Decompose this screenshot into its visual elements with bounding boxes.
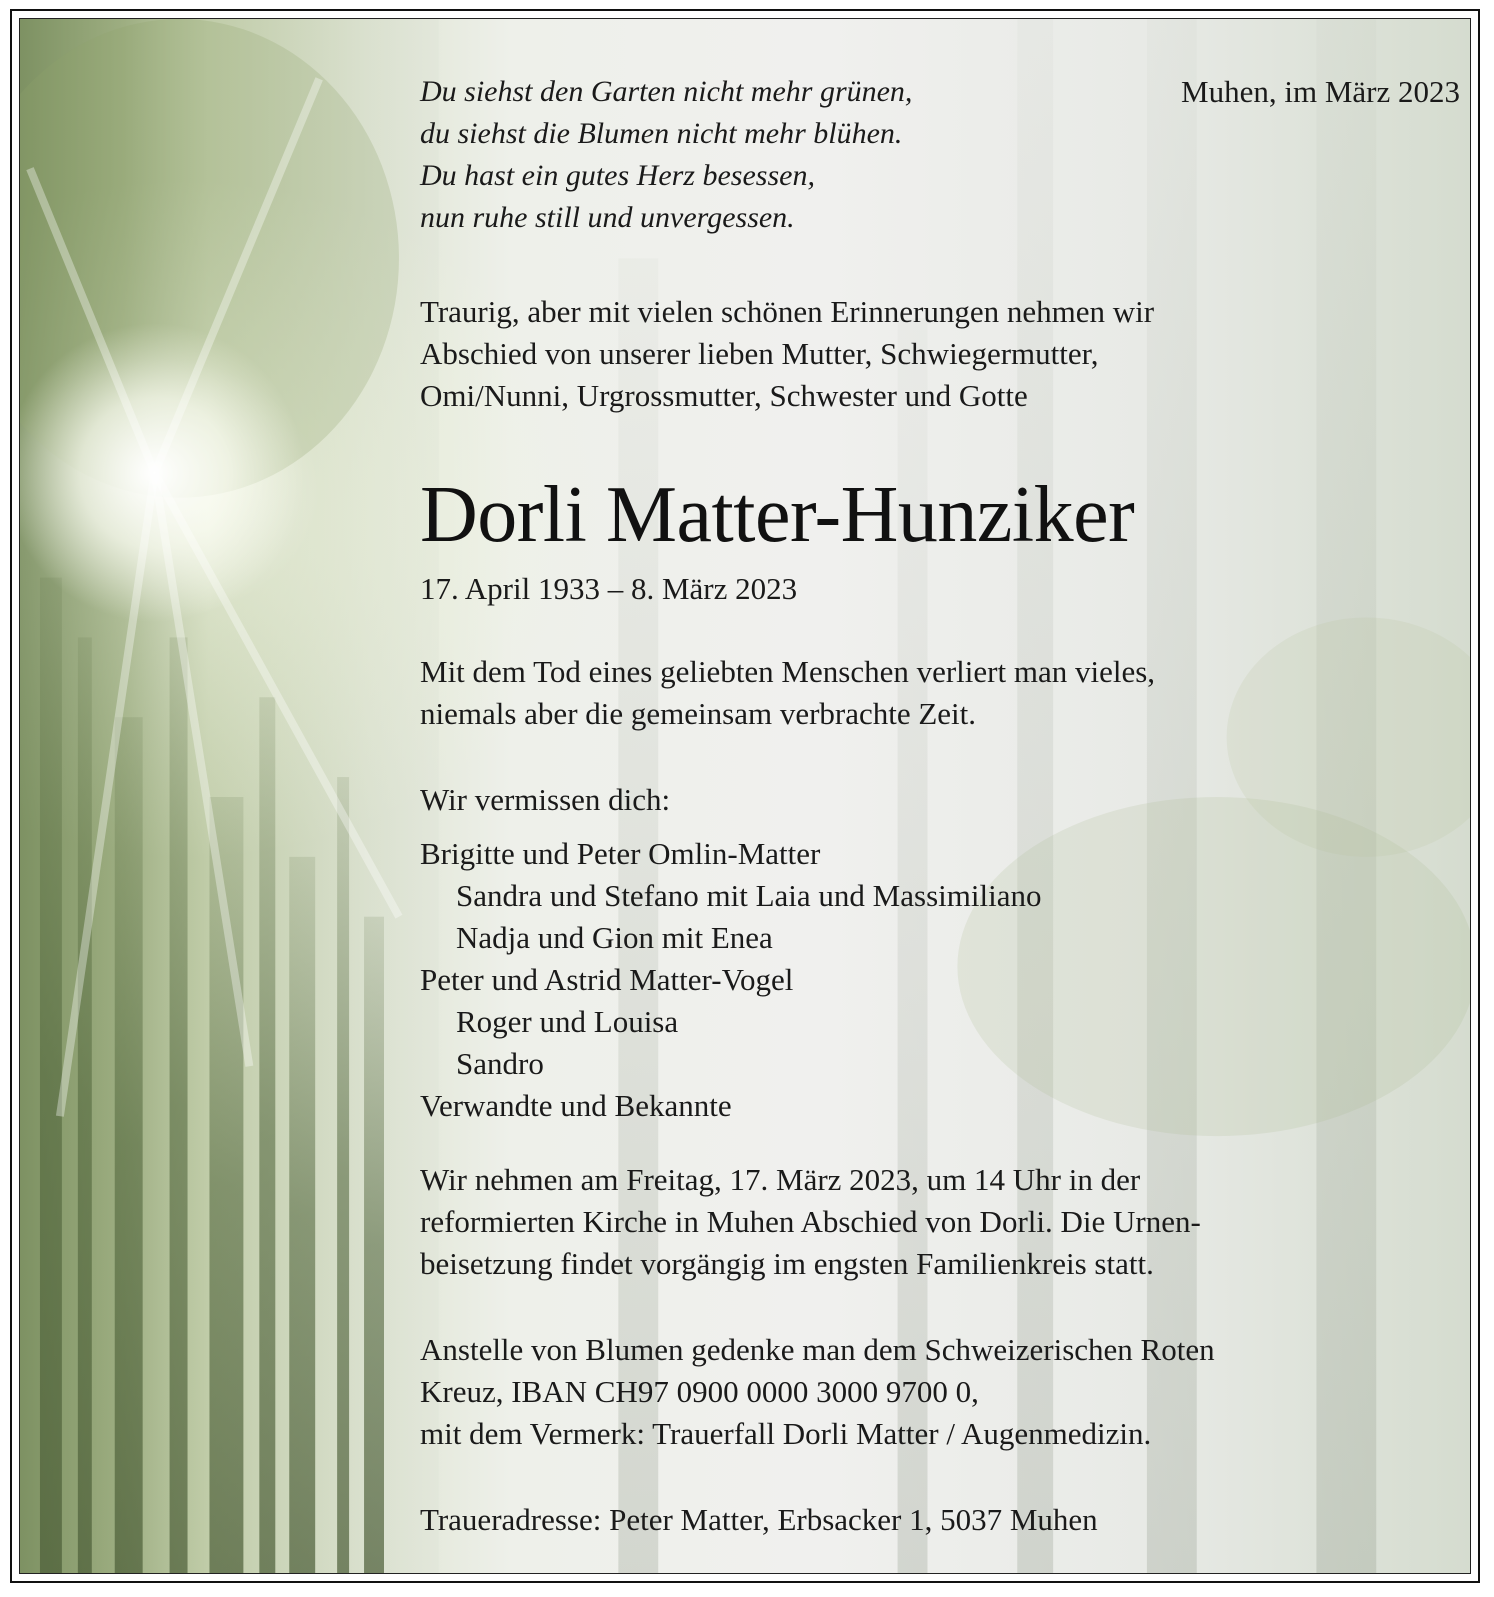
life-dates: 17. April 1933 – 8. März 2023 bbox=[420, 571, 798, 606]
miss-heading: Wir vermissen dich: bbox=[420, 782, 671, 817]
intro-line: Omi/Nunni, Urgrossmutter, Schwester und Gotte bbox=[420, 378, 1028, 413]
service-info bbox=[420, 1159, 1201, 1285]
intro-line: Traurig, aber mit vielen schönen Erinnerungen nehmen wir bbox=[420, 294, 1155, 329]
family-member: Nadja und Gion mit Enea bbox=[456, 920, 773, 955]
obituary-content bbox=[420, 19, 1460, 1573]
donation-line: Kreuz, IBAN CH97 0900 0000 3000 9700 0, bbox=[420, 1374, 979, 1409]
quote-line: Mit dem Tod eines geliebten Menschen verliert man vieles, bbox=[420, 654, 1156, 689]
forest-background bbox=[19, 18, 1471, 1574]
service-line: Wir nehmen am Freitag, 17. März 2023, um 14 Uhr in der bbox=[420, 1162, 1141, 1197]
poem-line: du siehst die Blumen nicht mehr blühen. bbox=[420, 117, 903, 150]
family-list bbox=[420, 833, 1041, 1127]
family-member: Sandra und Stefano mit Laia und Massimiliano bbox=[456, 878, 1042, 913]
service-line: reformierten Kirche in Muhen Abschied von Dorli. Die Urnen- bbox=[420, 1204, 1201, 1239]
poem bbox=[420, 71, 912, 239]
mourning-address: Traueradresse: Peter Matter, Erbsacker 1, 5037 Muhen bbox=[420, 1502, 1098, 1537]
family-member: Brigitte und Peter Omlin-Matter bbox=[420, 836, 821, 871]
family-member: Sandro bbox=[456, 1046, 544, 1081]
obituary-frame bbox=[10, 9, 1480, 1583]
place-date: Muhen, im März 2023 bbox=[1181, 74, 1460, 109]
intro-line: Abschied von unserer lieben Mutter, Schwiegermutter, bbox=[420, 336, 1099, 371]
poem-line: nun ruhe still und unvergessen. bbox=[420, 201, 795, 234]
family-member: Peter und Astrid Matter-Vogel bbox=[420, 962, 794, 997]
donation-line: mit dem Vermerk: Trauerfall Dorli Matter / Augenmedizin. bbox=[420, 1416, 1152, 1451]
quote bbox=[420, 651, 1155, 735]
deceased-name: Dorli Matter-Hunziker bbox=[420, 471, 1135, 559]
service-line: beisetzung findet vorgängig im engsten Familienkreis statt. bbox=[420, 1246, 1154, 1281]
donation-line: Anstelle von Blumen gedenke man dem Schweizerischen Roten bbox=[420, 1332, 1215, 1367]
quote-line: niemals aber die gemeinsam verbrachte Zeit. bbox=[420, 696, 977, 731]
donation-info bbox=[420, 1329, 1215, 1455]
poem-line: Du hast ein gutes Herz besessen, bbox=[420, 159, 815, 192]
family-member: Verwandte und Bekannte bbox=[420, 1088, 732, 1123]
poem-line: Du siehst den Garten nicht mehr grünen, bbox=[420, 75, 913, 108]
intro-text bbox=[420, 291, 1154, 417]
family-member: Roger und Louisa bbox=[456, 1004, 679, 1039]
